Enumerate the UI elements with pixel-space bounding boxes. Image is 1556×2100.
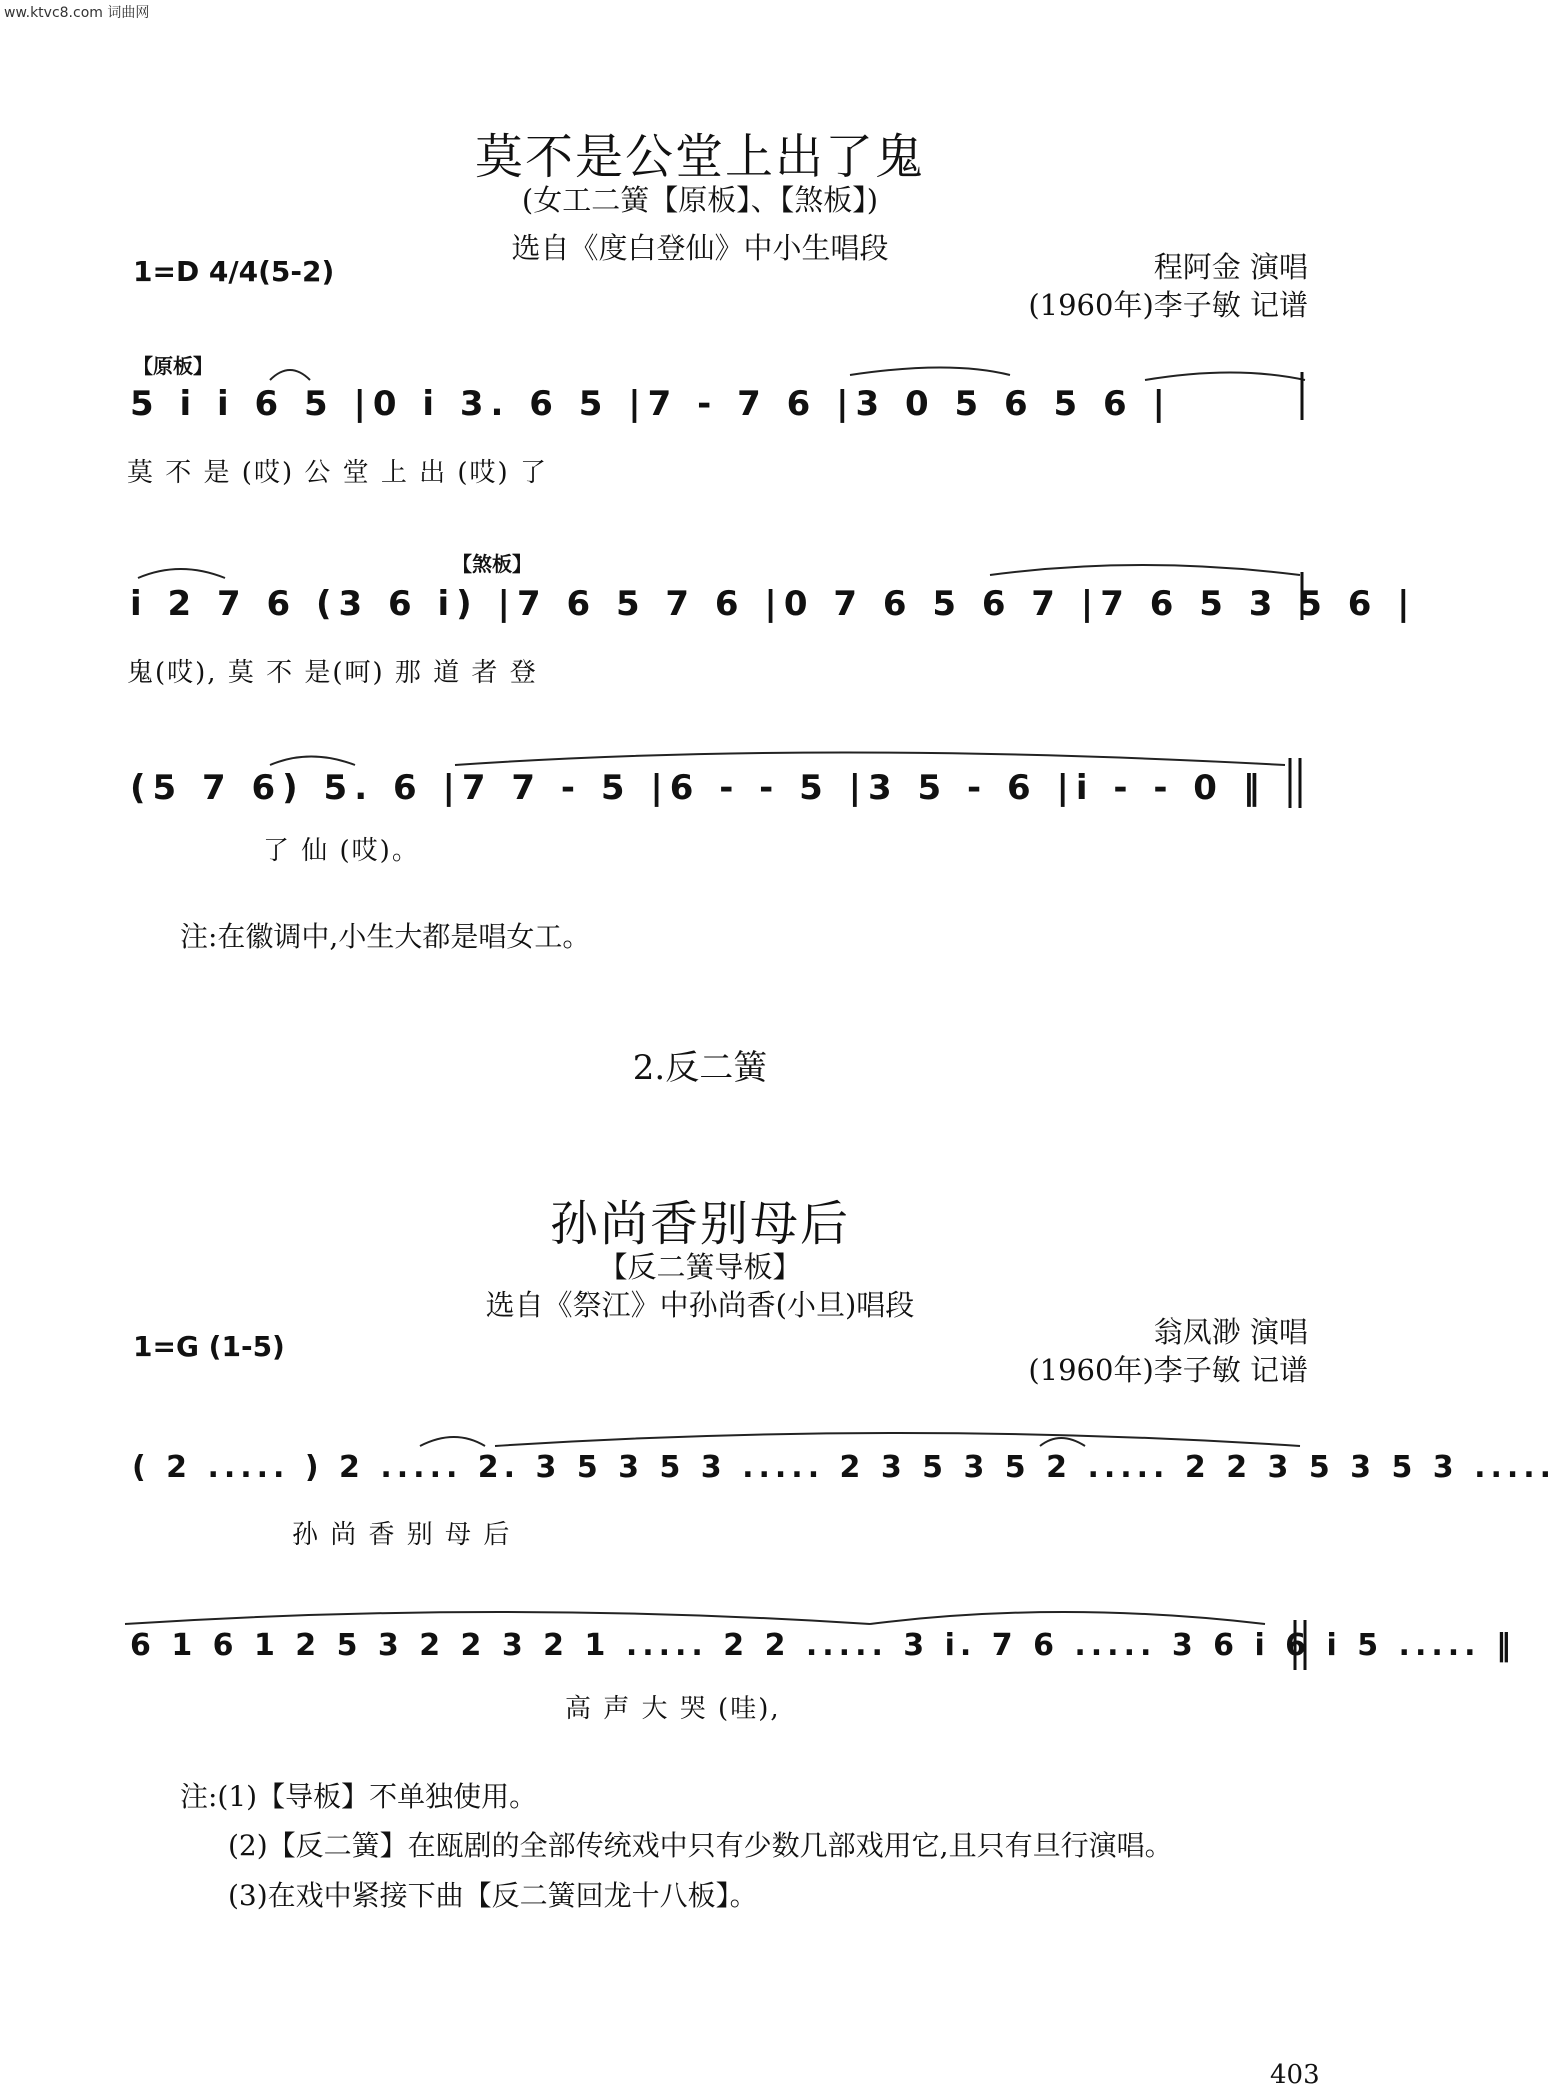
- page-number: 403: [1270, 2060, 1320, 2090]
- lyrics-row-1: 莫 不 是 (哎) 公 堂 上 出 (哎) 了: [127, 458, 548, 488]
- piece-2-singer: 翁凤渺 演唱: [1153, 1315, 1308, 1349]
- piece-1-subtitle-1: (女工二簧【原板】、【煞板】): [521, 183, 879, 217]
- piece-1-recorder: (1960年)李子敏 记谱: [1028, 288, 1308, 322]
- piece-2-key: 1=G (1-5): [133, 1330, 285, 1363]
- piece-1-key: 1=D 4/4(5-2): [133, 255, 335, 288]
- piece-2-note-1: 注:(1)【导板】不单独使用。: [180, 1780, 538, 1813]
- piece-1-note: 注:在徽调中,小生大都是唱女工。: [180, 920, 591, 953]
- lyrics-row-3: 了 仙 (哎)。: [263, 836, 420, 866]
- mark-shaban: 【煞板】: [452, 552, 532, 576]
- piece-2-note-2: (2)【反二簧】在瓯剧的全部传统戏中只有少数几部戏用它,且只有旦行演唱。: [228, 1829, 1173, 1862]
- lyrics-row-2: 鬼(哎), 莫 不 是(呵) 那 道 者 登: [127, 658, 538, 688]
- piece-2-recorder: (1960年)李子敏 记谱: [1028, 1353, 1308, 1387]
- piece-1-title: 莫不是公堂上出了鬼: [474, 129, 925, 185]
- score-row-3: (5 7 6) 5. 6 |7 7 - 5 |6 - - 5 |3 5 - 6 |i - - 0 ‖: [130, 768, 1267, 808]
- piece-2-subtitle-2: 选自《祭江》中孙尚香(小旦)唱段: [485, 1288, 915, 1322]
- piece-2-title: 孙尚香别母后: [549, 1196, 850, 1252]
- lyrics-row-5: 高 声 大 哭 (哇),: [565, 1694, 781, 1724]
- piece-1-subtitle-2: 选自《度白登仙》中小生唱段: [511, 231, 889, 265]
- score-row-4: ( 2 ..... ) 2 ..... 2. 3 5 3 5 3 ..... 2 3 5 3 5 2 ..... 2 2 3 5 3 5 3 .....: [132, 1450, 1556, 1485]
- mark-yuanban: 【原板】: [133, 354, 213, 378]
- watermark: ww.ktvc8.com 词曲网: [4, 5, 150, 21]
- score-row-2: i 2 7 6 (3 6 i) |7 6 5 7 6 |0 7 6 5 6 7 |7 6 5 3 5 6 |: [130, 584, 1417, 624]
- section-heading: 2.反二簧: [632, 1048, 768, 1088]
- piece-2-subtitle-1: 【反二簧导板】: [598, 1250, 802, 1284]
- piece-2-note-3: (3)在戏中紧接下曲【反二簧回龙十八板】。: [228, 1879, 758, 1912]
- score-row-1: 5 i i 6 5 |0 i 3. 6 5 |7 - 7 6 |3 0 5 6 5 6 |: [130, 384, 1172, 424]
- score-row-5: 6 1 6 1 2 5 3 2 2 3 2 1 ..... 2 2 ..... 3 i. 7 6 ..... 3 6 i 6 i 5 ..... ‖: [130, 1628, 1516, 1663]
- lyrics-row-4: 孙 尚 香 别 母 后: [292, 1520, 512, 1550]
- piece-1-singer: 程阿金 演唱: [1153, 250, 1308, 284]
